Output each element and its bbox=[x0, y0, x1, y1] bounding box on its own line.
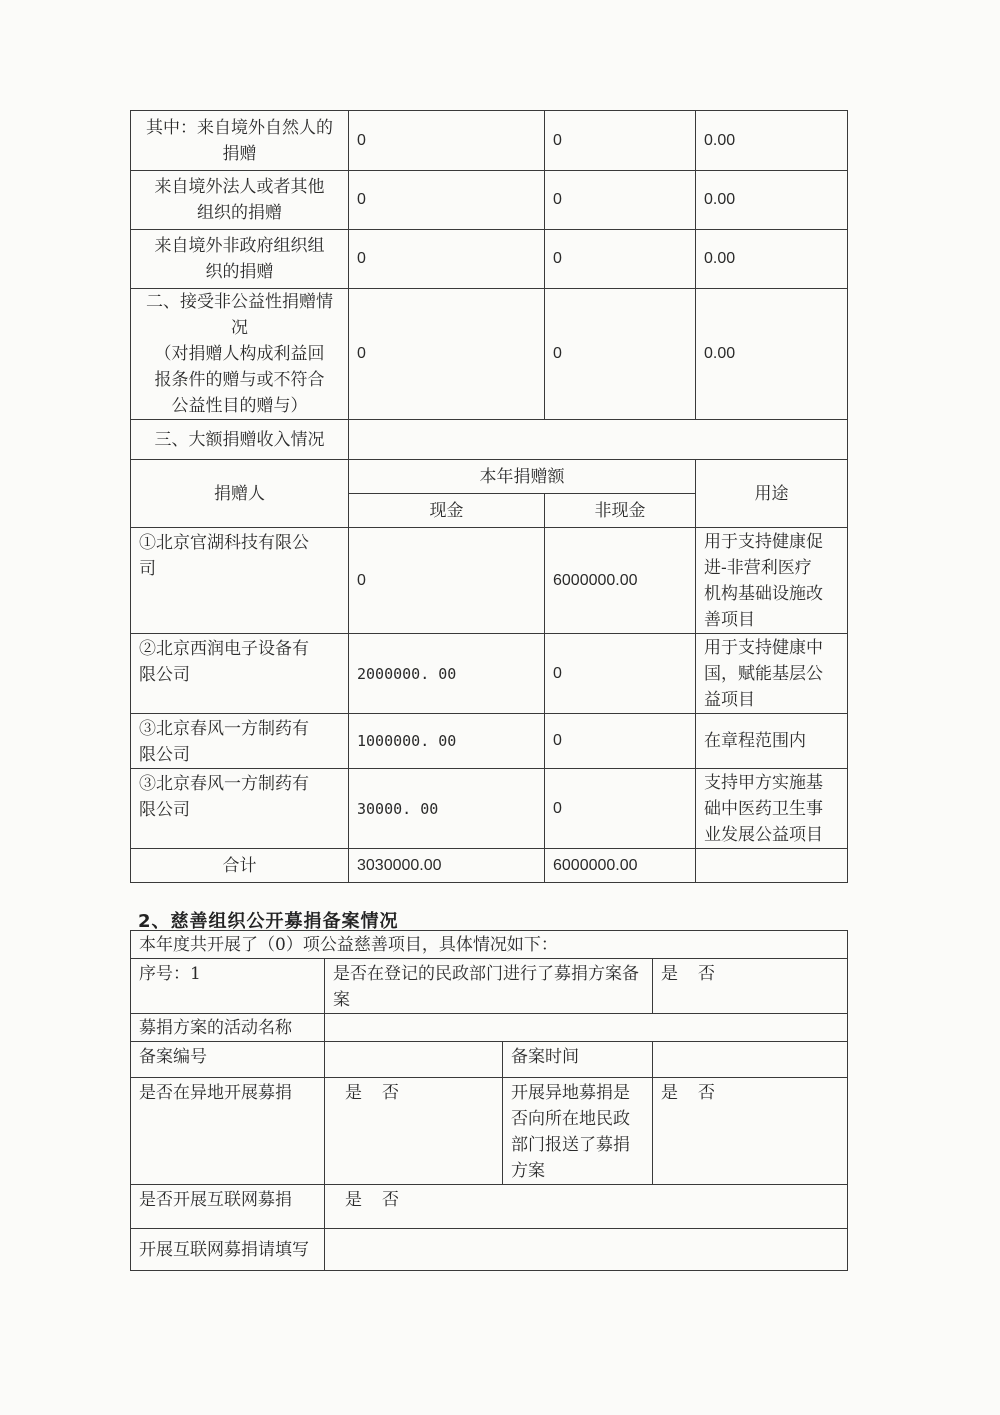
cell-value: 0 bbox=[545, 230, 696, 289]
noncash-value: 0 bbox=[545, 634, 696, 714]
header-purpose: 用途 bbox=[696, 460, 848, 528]
yes-option: 是 bbox=[661, 1083, 678, 1103]
cash-value: 30000. 00 bbox=[349, 769, 545, 849]
cash-value: 0 bbox=[349, 528, 545, 634]
cell-value: 0 bbox=[349, 289, 545, 420]
total-purpose bbox=[696, 849, 848, 883]
donor-name: ②北京西润电子设备有 限公司 bbox=[131, 634, 349, 714]
section3-title: 三、大额捐赠收入情况 bbox=[131, 420, 349, 460]
remote-report-yes-no bbox=[653, 1078, 848, 1185]
yes-option: 是 bbox=[345, 1190, 362, 1210]
no-option: 否 bbox=[698, 964, 715, 984]
row-label: 来自境外非政府组织组 织的捐赠 bbox=[131, 230, 349, 289]
cell-value: 0 bbox=[349, 111, 545, 171]
cell-value: 0.00 bbox=[696, 171, 848, 230]
table-row bbox=[131, 171, 848, 230]
header-donor: 捐赠人 bbox=[131, 460, 349, 528]
purpose-text: 支持甲方实施基 础中医药卫生事 业发展公益项目 bbox=[696, 769, 848, 849]
cell-value: 0.00 bbox=[696, 111, 848, 171]
no-option: 否 bbox=[382, 1083, 399, 1103]
remote-label: 是否在异地开展募捐 bbox=[131, 1078, 325, 1185]
table-row bbox=[131, 111, 848, 171]
header-amount: 本年捐赠额 bbox=[349, 460, 696, 494]
intro-text: 本年度共开展了（0）项公益慈善项目，具体情况如下： bbox=[131, 931, 848, 959]
section3-blank bbox=[349, 420, 848, 460]
header-cash: 现金 bbox=[349, 494, 545, 528]
no-option: 否 bbox=[698, 1083, 715, 1103]
activity-name-value bbox=[325, 1014, 848, 1042]
purpose-text: 在章程范围内 bbox=[696, 714, 848, 769]
noncash-value: 0 bbox=[545, 769, 696, 849]
table-row bbox=[131, 289, 848, 420]
total-noncash: 6000000.00 bbox=[545, 849, 696, 883]
cell-value: 0 bbox=[349, 171, 545, 230]
section2-title: 2、慈善组织公开募捐备案情况 bbox=[138, 911, 399, 932]
section-row bbox=[131, 420, 848, 460]
table-row bbox=[131, 959, 848, 1014]
purpose-text: 用于支持健康促 进-非营利医疗 机构基础设施改 善项目 bbox=[696, 528, 848, 634]
cell-value: 0 bbox=[545, 289, 696, 420]
total-row bbox=[131, 849, 848, 883]
row-label: 来自境外法人或者其他 组织的捐赠 bbox=[131, 171, 349, 230]
donor-name: ③北京春风一方制药有 限公司 bbox=[131, 769, 349, 849]
filing-number-value bbox=[325, 1042, 503, 1078]
noncash-value: 0 bbox=[545, 714, 696, 769]
purpose-text: 用于支持健康中 国，赋能基层公 益项目 bbox=[696, 634, 848, 714]
table-row bbox=[131, 1014, 848, 1042]
table-row bbox=[131, 1042, 848, 1078]
cell-value: 0.00 bbox=[696, 289, 848, 420]
internet-fill-value bbox=[325, 1229, 848, 1271]
internet-fill-label: 开展互联网募捐请填写 bbox=[131, 1229, 325, 1271]
cell-value: 0 bbox=[545, 111, 696, 171]
filed-yes-no bbox=[653, 959, 848, 1014]
table-row bbox=[131, 931, 848, 959]
filed-question: 是否在登记的民政部门进行了募捐方案备 案 bbox=[325, 959, 653, 1014]
cash-value: 1000000. 00 bbox=[349, 714, 545, 769]
cell-value: 0.00 bbox=[696, 230, 848, 289]
donor-name: ③北京春风一方制药有 限公司 bbox=[131, 714, 349, 769]
remote-report-question: 开展异地募捐是 否向所在地民政 部门报送了募捐 方案 bbox=[503, 1078, 653, 1185]
donor-name: ①北京官湖科技有限公 司 bbox=[131, 528, 349, 634]
table-row bbox=[131, 634, 848, 714]
noncash-value: 6000000.00 bbox=[545, 528, 696, 634]
fundraising-table bbox=[130, 930, 848, 1271]
total-label: 合计 bbox=[131, 849, 349, 883]
header-noncash: 非现金 bbox=[545, 494, 696, 528]
row-label: 二、接受非公益性捐赠情 况 （对捐赠人构成利益回 报条件的赠与或不符合 公益性目的赠与） bbox=[131, 289, 349, 420]
header-row bbox=[131, 460, 848, 494]
filing-time-label: 备案时间 bbox=[503, 1042, 653, 1078]
table-row bbox=[131, 769, 848, 849]
donation-table bbox=[130, 110, 848, 883]
filing-number-label: 备案编号 bbox=[131, 1042, 325, 1078]
table-row bbox=[131, 714, 848, 769]
remote-yes-no bbox=[325, 1078, 503, 1185]
internet-yes-no bbox=[325, 1185, 848, 1229]
table-row bbox=[131, 528, 848, 634]
table-row bbox=[131, 230, 848, 289]
cell-value: 0 bbox=[545, 171, 696, 230]
table-row bbox=[131, 1229, 848, 1271]
internet-label: 是否开展互联网募捐 bbox=[131, 1185, 325, 1229]
table-row bbox=[131, 1185, 848, 1229]
total-cash: 3030000.00 bbox=[349, 849, 545, 883]
no-option: 否 bbox=[382, 1190, 399, 1210]
yes-option: 是 bbox=[345, 1083, 362, 1103]
yes-option: 是 bbox=[661, 964, 678, 984]
activity-name-label: 募捐方案的活动名称 bbox=[131, 1014, 325, 1042]
table-row bbox=[131, 1078, 848, 1185]
cell-value: 0 bbox=[349, 230, 545, 289]
cash-value: 2000000. 00 bbox=[349, 634, 545, 714]
row-label: 其中：来自境外自然人的 捐赠 bbox=[131, 111, 349, 171]
seq-label: 序号：1 bbox=[131, 959, 325, 1014]
filing-time-value bbox=[653, 1042, 848, 1078]
